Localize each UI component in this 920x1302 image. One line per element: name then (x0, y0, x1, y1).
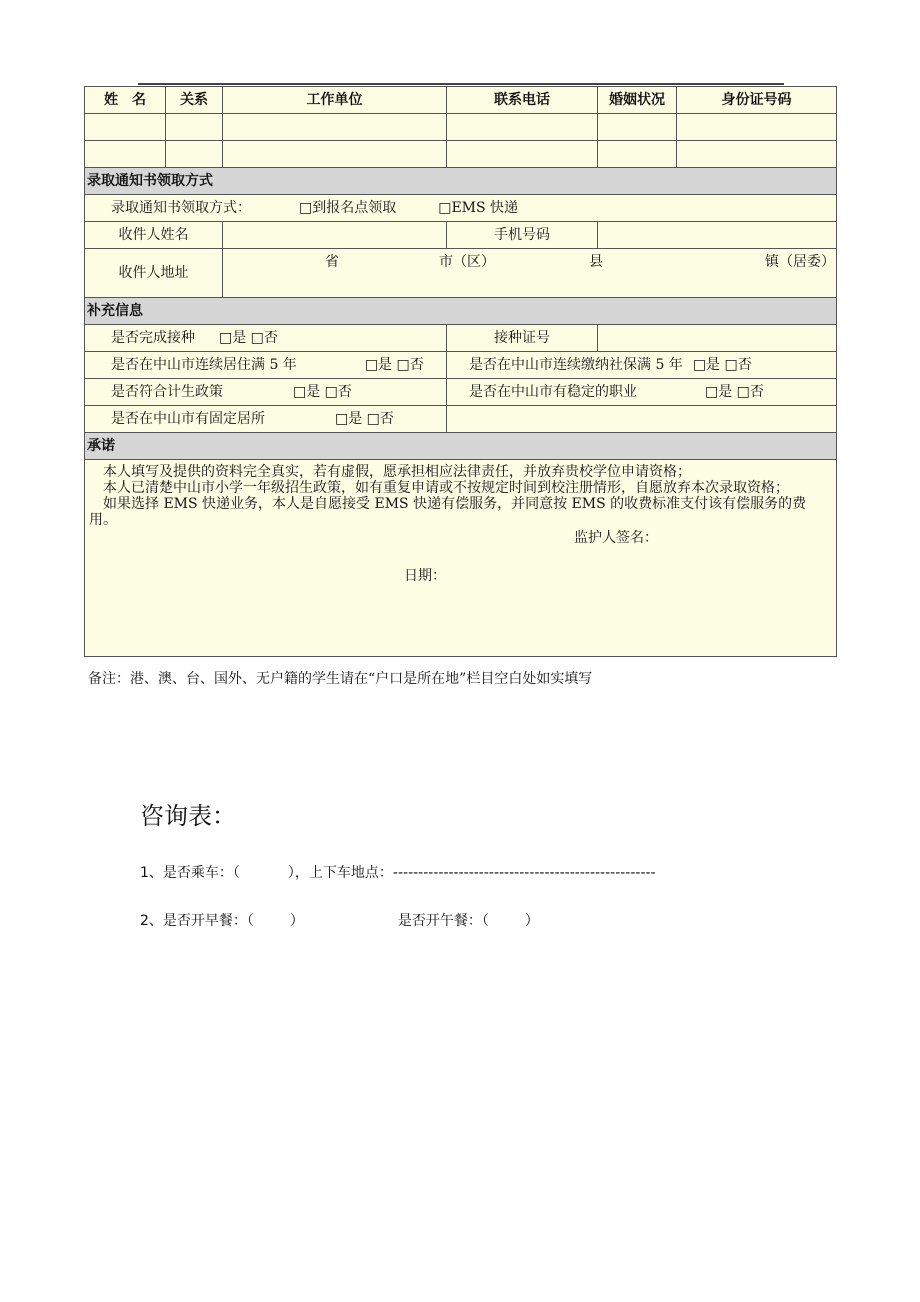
pickup-option[interactable]: □到报名点领取 (299, 200, 397, 216)
breakfast-close: ） (289, 913, 304, 929)
section-title: 承诺 (85, 433, 837, 460)
notice-method-row (85, 195, 837, 222)
marital-cell[interactable] (598, 141, 677, 168)
id-cell[interactable] (677, 141, 837, 168)
residence-label: 是否在中山市连续居住满 5 年 (111, 357, 297, 373)
addr-province: 省 (325, 254, 339, 270)
phone-cell[interactable] (447, 141, 598, 168)
promise-paragraph: 本人已清楚中山市小学一年级招生政策，如有重复申请或不按规定时间到校注册情形，自愿放弃本次录取资格； (103, 480, 789, 496)
phone-cell[interactable] (447, 114, 598, 141)
col-id-number: 身份证号码 (677, 87, 837, 114)
vaccine-cert-input[interactable] (598, 325, 837, 352)
housing-empty-cell (447, 406, 837, 433)
employer-cell[interactable] (223, 141, 447, 168)
id-cell[interactable] (677, 114, 837, 141)
table-row (85, 114, 837, 141)
recipient-name-label: 收件人姓名 (85, 222, 223, 249)
lunch-prefix: 是否开午餐：（ (397, 913, 489, 929)
family-planning-label: 是否符合计生政策 (111, 384, 223, 400)
col-employer: 工作单位 (223, 87, 447, 114)
social-options[interactable]: □是 □否 (692, 357, 752, 373)
guardian-signature-label[interactable]: 监护人签名： (574, 530, 658, 546)
vaccine-options[interactable]: □是 □否 (219, 330, 278, 346)
col-phone: 联系电话 (447, 87, 598, 114)
promise-paragraph: 本人填写及提供的资料完全真实，若有虚假，愿承担相应法律责任，并放弃贵校学位申请资格； (103, 464, 691, 480)
supplement-section-header (85, 298, 837, 325)
vaccine-label: 是否完成接种 (111, 330, 195, 346)
recipient-row (85, 222, 837, 249)
col-name: 姓 名 (85, 87, 166, 114)
social-cell (447, 352, 837, 379)
mobile-label: 手机号码 (447, 222, 598, 249)
vaccine-row (85, 325, 837, 352)
housing-options[interactable]: □是 □否 (335, 411, 394, 427)
family-planning-cell (85, 379, 447, 406)
family-header-row (85, 87, 837, 114)
bus-question-suffix: ），上下车地点： (287, 865, 393, 881)
social-label: 是否在中山市连续缴纳社保满 5 年 (469, 357, 683, 373)
residence-row (85, 352, 837, 379)
section-title: 录取通知书领取方式 (85, 168, 837, 195)
notice-method-cell (85, 195, 837, 222)
housing-row (85, 406, 837, 433)
col-relation: 关系 (166, 87, 223, 114)
address-row (85, 249, 837, 298)
recipient-name-input[interactable] (223, 222, 447, 249)
housing-cell (85, 406, 447, 433)
family-planning-row (85, 379, 837, 406)
relation-cell[interactable] (166, 114, 223, 141)
job-cell (447, 379, 837, 406)
vaccine-cert-label: 接种证号 (447, 325, 598, 352)
bus-question-prefix: 1、是否乘车：（ (140, 865, 240, 881)
col-marital: 婚姻状况 (598, 87, 677, 114)
lunch-close: ） (524, 913, 539, 929)
name-cell[interactable] (85, 141, 166, 168)
top-rule (138, 83, 784, 85)
mobile-input[interactable] (598, 222, 837, 249)
registration-form-table (84, 86, 837, 657)
promise-row (85, 460, 837, 657)
residence-cell (85, 352, 447, 379)
addr-county: 县 (589, 254, 603, 270)
employer-cell[interactable] (223, 114, 447, 141)
consultation-title: 咨询表： (140, 802, 236, 830)
ems-option[interactable]: □EMS 快递 (438, 200, 519, 216)
breakfast-prefix: 2、是否开早餐：（ (140, 913, 254, 929)
bus-question (140, 862, 656, 882)
meal-question (140, 910, 539, 930)
address-label: 收件人地址 (85, 249, 223, 298)
section-title: 补充信息 (85, 298, 837, 325)
table-row (85, 141, 837, 168)
bus-stop-line[interactable]: ---------------------------------------------------- (392, 865, 656, 881)
address-input[interactable] (223, 249, 837, 298)
addr-town: 镇（居委） (765, 254, 835, 270)
addr-city: 市（区） (439, 254, 495, 270)
housing-label: 是否在中山市有固定居所 (111, 411, 265, 427)
promise-paragraph: 如果选择 EMS 快递业务，本人是自愿接受 EMS 快递有偿服务，并同意按 EMS 的收费标准支付该有偿服务的费用。 (89, 496, 807, 528)
name-cell[interactable] (85, 114, 166, 141)
job-label: 是否在中山市有稳定的职业 (469, 384, 637, 400)
residence-options[interactable]: □是 □否 (364, 357, 424, 373)
job-options[interactable]: □是 □否 (705, 384, 764, 400)
relation-cell[interactable] (166, 141, 223, 168)
promise-section-header (85, 433, 837, 460)
vaccine-cell (85, 325, 447, 352)
footnote: 备注：港、澳、台、国外、无户籍的学生请在“户口是所在地”栏目空白处如实填写 (88, 671, 593, 687)
date-label[interactable]: 日期： (404, 568, 446, 584)
marital-cell[interactable] (598, 114, 677, 141)
family-planning-options[interactable]: □是 □否 (293, 384, 352, 400)
notice-section-header (85, 168, 837, 195)
promise-cell (85, 460, 837, 657)
notice-method-label: 录取通知书领取方式： (111, 200, 251, 216)
